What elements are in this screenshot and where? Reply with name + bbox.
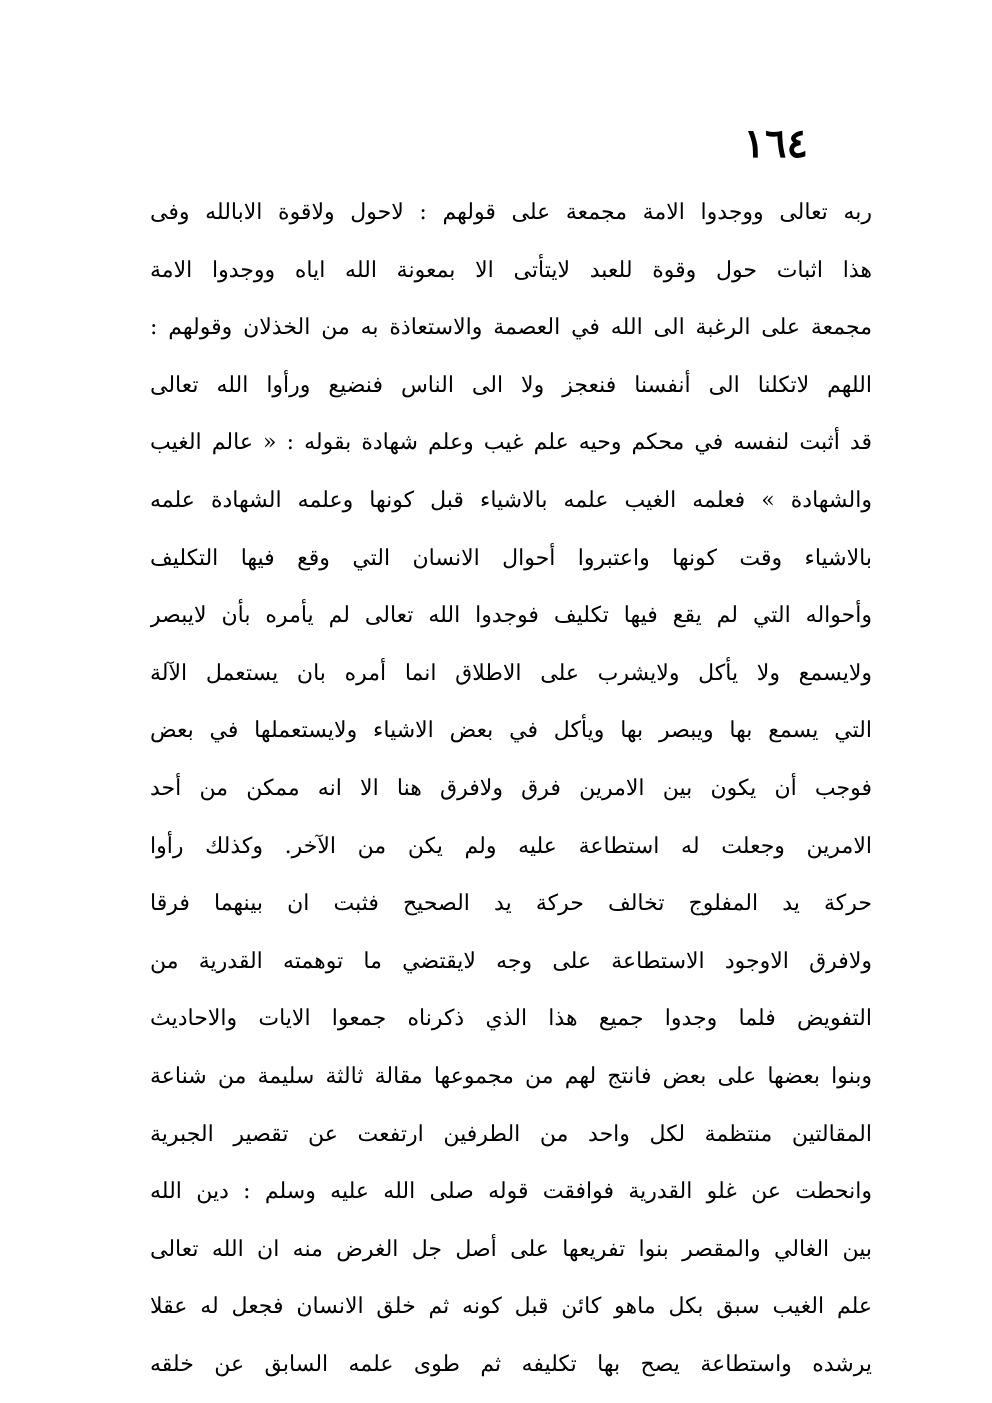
text-line: يرشده واستطاعة يصح بها تكليفه ثم طوى علمه السابق عن خلقه xyxy=(150,1351,872,1377)
text-line: وبنوا بعضها على بعض فانتج لهم من مجموعها مقالة ثالثة سليمة من شناعة xyxy=(150,1063,872,1089)
text-line: ولافرق الاوجود الاستطاعة على وجه لايقتضي ما توهمته القدرية من xyxy=(150,948,872,974)
text-line: وانحطت عن غلو القدرية فوافقت قوله صلى الله عليه وسلم : دين الله xyxy=(150,1179,872,1205)
text-line: هذا اثبات حول وقوة للعبد لايتأتى الا بمعونة الله اياه ووجدوا الامة xyxy=(150,257,872,283)
text-line: بين الغالي والمقصر بنوا تفريعها على أصل جل الغرض منه ان الله تعالى xyxy=(150,1236,872,1262)
text-line: حركة يد المفلوج تخالف حركة يد الصحيح فثبت ان بينهما فرقا xyxy=(150,891,872,917)
text-line: المقالتين منتظمة لكل واحد من الطرفين ارتفعت عن تقصير الجبرية xyxy=(150,1121,872,1147)
text-line: ربه تعالى ووجدوا الامة مجمعة على قولهم : لاحول ولاقوة الابالله وفى xyxy=(150,200,872,225)
text-line: علم الغيب سبق بكل ماهو كائن قبل كونه ثم خلق الانسان فجعل له عقلا xyxy=(150,1294,872,1320)
page-number: ١٦٤ xyxy=(743,120,808,167)
text-line: مجمعة على الرغبة الى الله في العصمة والاستعاذة به من الخذلان وقولهم : xyxy=(150,315,872,341)
text-line: ولايسمع ولا يأكل ولايشرب على الاطلاق انما أمره بان يستعمل الآلة xyxy=(150,660,872,686)
text-line: اللهم لاتكلنا الى أنفسنا فنعجز ولا الى الناس فنضيع ورأوا الله تعالى xyxy=(150,372,872,398)
text-line: والشهادة » فعلمه الغيب علمه بالاشياء قبل كونها وعلمه الشهادة علمه xyxy=(150,487,872,513)
text-line: فوجب أن يكون بين الامرين فرق ولافرق هنا الا انه ممكن من أحد xyxy=(150,775,872,801)
text-line: بالاشياء وقت كونها واعتبروا أحوال الانسان التي وقع فيها التكليف xyxy=(150,545,872,571)
text-line: التي يسمع بها ويبصر بها ويأكل في بعض الاشياء ولايستعملها في بعض xyxy=(150,718,872,744)
text-line: قد أثبت لنفسه في محكم وحيه علم غيب وعلم شهادة بقوله : « عالم الغيب xyxy=(150,430,872,456)
text-line: الامرين وجعلت له استطاعة عليه ولم يكن من الآخر. وكذلك رأوا xyxy=(150,833,872,859)
text-line: التفويض فلما وجدوا جميع هذا الذي ذكرناه جمعوا الايات والاحاديث xyxy=(150,1006,872,1032)
text-line: وأحواله التي لم يقع فيها تكليف فوجدوا الله تعالى لم يأمره بأن لايبصر xyxy=(150,603,872,629)
body-text xyxy=(150,184,872,1393)
